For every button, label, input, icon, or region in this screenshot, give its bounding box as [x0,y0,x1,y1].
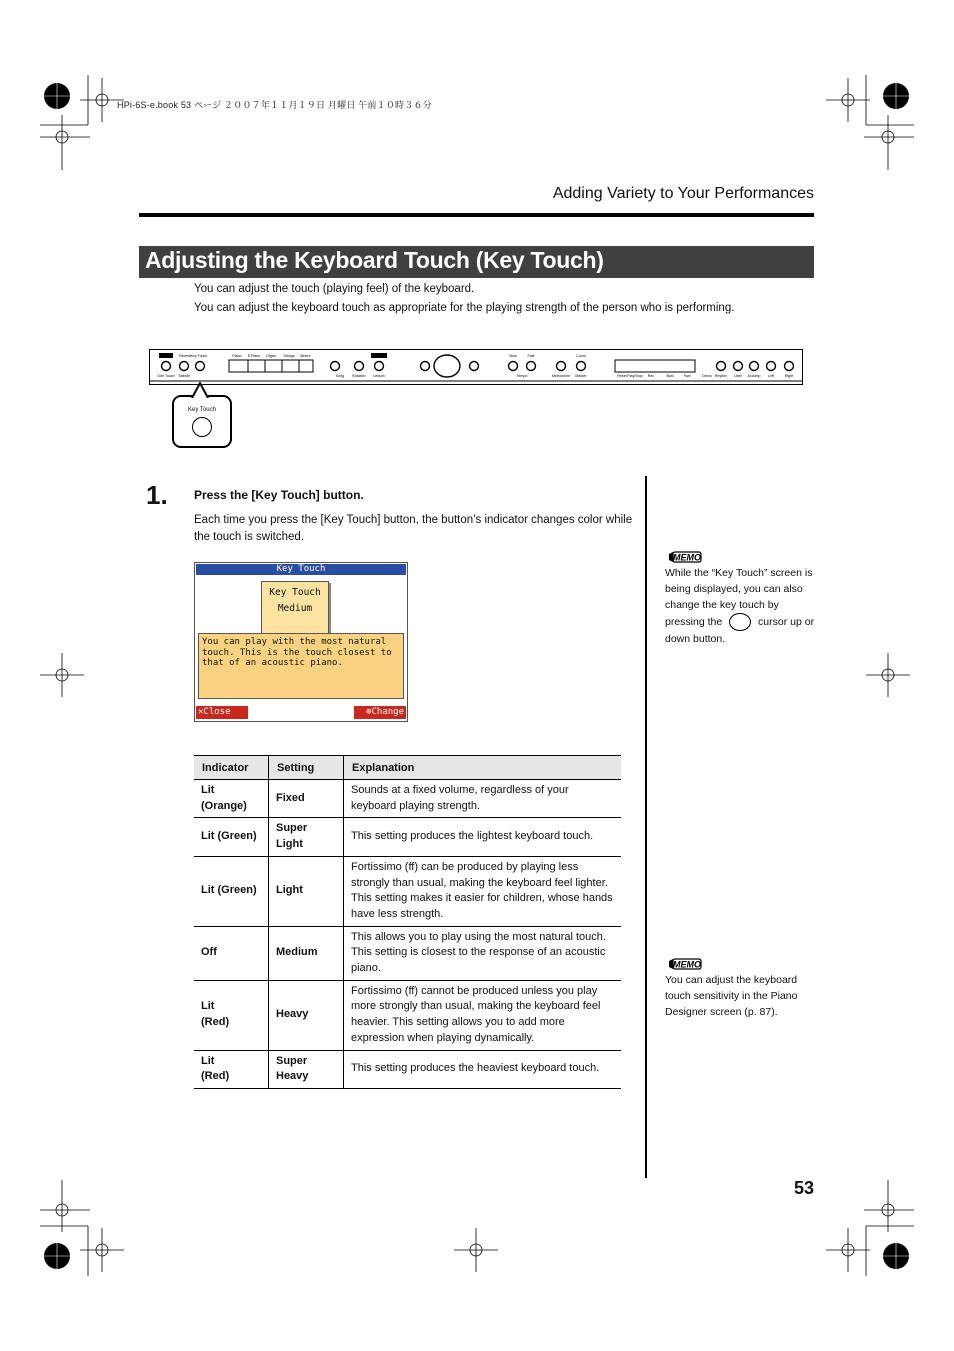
change-button[interactable]: ⊕Change [354,706,406,719]
cell-indicator: Off [194,926,269,980]
screen-tab-line1: Key Touch [269,587,321,598]
memo-1-text-after: cursor up or down button. [665,615,815,645]
cell-explanation: Fortissimo (ff) cannot be produced unless you play more strongly than usual, making the keyboard feel heavier. This setting allows you to add more expression when playing dynamically. [344,980,622,1050]
cell-indicator: Lit (Green) [194,856,269,926]
cursor-icon [729,613,751,631]
step-body: Each time you press the [Key Touch] button, the button’s indicator changes color while the touch is switched. [194,514,633,543]
col-indicator: Indicator [194,756,269,780]
cell-indicator: Lit (Orange) [194,780,269,818]
panel-bottom-label: Right [784,374,794,378]
callout-label: Key Touch [188,407,216,413]
memo-2-text: You can adjust the keyboard touch sensitivity in the Piano Designer screen (p. 87). [665,974,798,1018]
title-bar [139,246,814,278]
screen-setting-tab [261,581,329,635]
screen-description: You can play with the most natural touch. This is the touch closest to that of an acoustic piano. [202,637,392,668]
table-row [194,780,621,818]
screen-footer [195,706,407,721]
file-header: HPi-6S-e.book 53 ページ ２００７年１１月１９日 月曜日 午前１０時３６分 [117,100,432,110]
intro-line-2: You can adjust the keyboard touch as appropriate for the playing strength of the person who is performing. [194,302,735,314]
cell-setting: Heavy [269,980,344,1050]
panel-bottom-label: Rec [647,374,655,378]
cell-indicator: Lit (Red) [194,1050,269,1088]
memo-icon [668,958,702,970]
table-header-row [194,756,621,780]
cell-explanation: Sounds at a fixed volume, regardless of your keyboard playing strength. [344,780,622,818]
panel-bottom-label: Song [335,374,345,378]
table-row [194,926,621,980]
panel-bottom-label: Twinkle [178,374,190,378]
cell-setting: Light [269,856,344,926]
key-touch-screen [194,562,408,722]
step-title: Press the [Key Touch] button. [194,488,364,502]
sidebar-rule [645,476,647,1178]
panel-bottom-label: Reset [617,374,627,378]
cell-indicator: Lit (Red) [194,980,269,1050]
header-rule [139,213,814,217]
panel-bottom-label: Left [768,374,774,378]
svg-text:MEMO: MEMO [673,552,701,563]
panel-bottom-label: Rhythm [714,374,728,378]
col-setting: Setting [269,756,344,780]
panel-top-label: Organ [266,354,276,358]
screen-title: Key Touch [196,564,406,575]
cell-setting: Medium [269,926,344,980]
svg-text:MEMO: MEMO [673,959,701,970]
table-row [194,1050,621,1088]
table-row [194,818,621,856]
page-title: Adjusting the Keyboard Touch (Key Touch) [145,247,604,273]
panel-top-label: E.Piano [247,354,261,358]
cell-explanation: This setting produces the heaviest keyboard touch. [344,1050,622,1088]
cell-indicator: Lit (Green) [194,818,269,856]
table-row [194,856,621,926]
intro-line-1: You can adjust the touch (playing feel) of the keyboard. [194,283,475,295]
panel-bottom-label: Lesson [373,374,385,378]
panel-bottom-label: Rotation [352,374,366,378]
col-explanation: Explanation [344,756,622,780]
panel-bottom-label: Metronome [551,374,571,378]
cell-explanation: This allows you to play using the most natural touch. This setting is closest to the response of an acoustic piano. [344,926,622,980]
panel-bottom-label: Fwd [683,374,691,378]
panel-top-label: Strings [283,354,295,358]
panel-bottom-label: User [734,374,742,378]
cell-setting: Fixed [269,780,344,818]
key-touch-table [194,755,621,1089]
cell-explanation: Fortissimo (ff) can be produced by playing less strongly than usual, making the keyboard feel lighter. This setting makes it easier for children, whose hands have less strength. [344,856,622,926]
panel-top-label: Fast [527,354,535,358]
key-touch-callout [172,395,232,448]
memo-icon [668,551,702,563]
control-panel-illustration [149,349,803,385]
table-row [194,980,621,1050]
screen-tab-line2: Medium [277,603,313,614]
panel-top-label: Reverb [179,354,191,358]
screen-description-box [198,633,404,699]
panel-bottom-label: One Touch [157,374,175,378]
cell-setting: Super Light [269,818,344,856]
panel-top-label: Key Touch [190,354,208,358]
panel-bottom-label: Play/Stop [627,374,643,378]
memo-1-text-before: While the “Key Touch” screen is being displayed, you can also change the key touch by pressing the [665,567,813,628]
callout-pointer [190,382,210,398]
panel-bottom-label: Accomp [747,374,761,378]
close-button-label: Close [203,707,231,717]
step-number: 1. [146,480,168,510]
panel-top-label: Count [576,354,586,358]
panel-top-label: Others [299,354,311,358]
panel-bottom-label: Marker [575,374,587,378]
panel-bottom-label: Tempo [516,374,528,378]
panel-top-label: Slow [509,354,517,358]
panel-bottom-label: Bwd [666,374,674,378]
cell-explanation: This setting produces the lightest keyboard touch. [344,818,622,856]
page-number: 53 [793,1178,814,1198]
panel-bottom-label: Demo [702,374,712,378]
cell-setting: Super Heavy [269,1050,344,1088]
memo-1-text [665,565,815,647]
section-header: Adding Variety to Your Performances [552,185,814,202]
key-touch-button-icon [192,417,212,437]
close-button[interactable]: ✕Close [196,706,248,719]
change-button-label: Change [371,707,404,717]
panel-top-label: Piano [232,354,242,358]
